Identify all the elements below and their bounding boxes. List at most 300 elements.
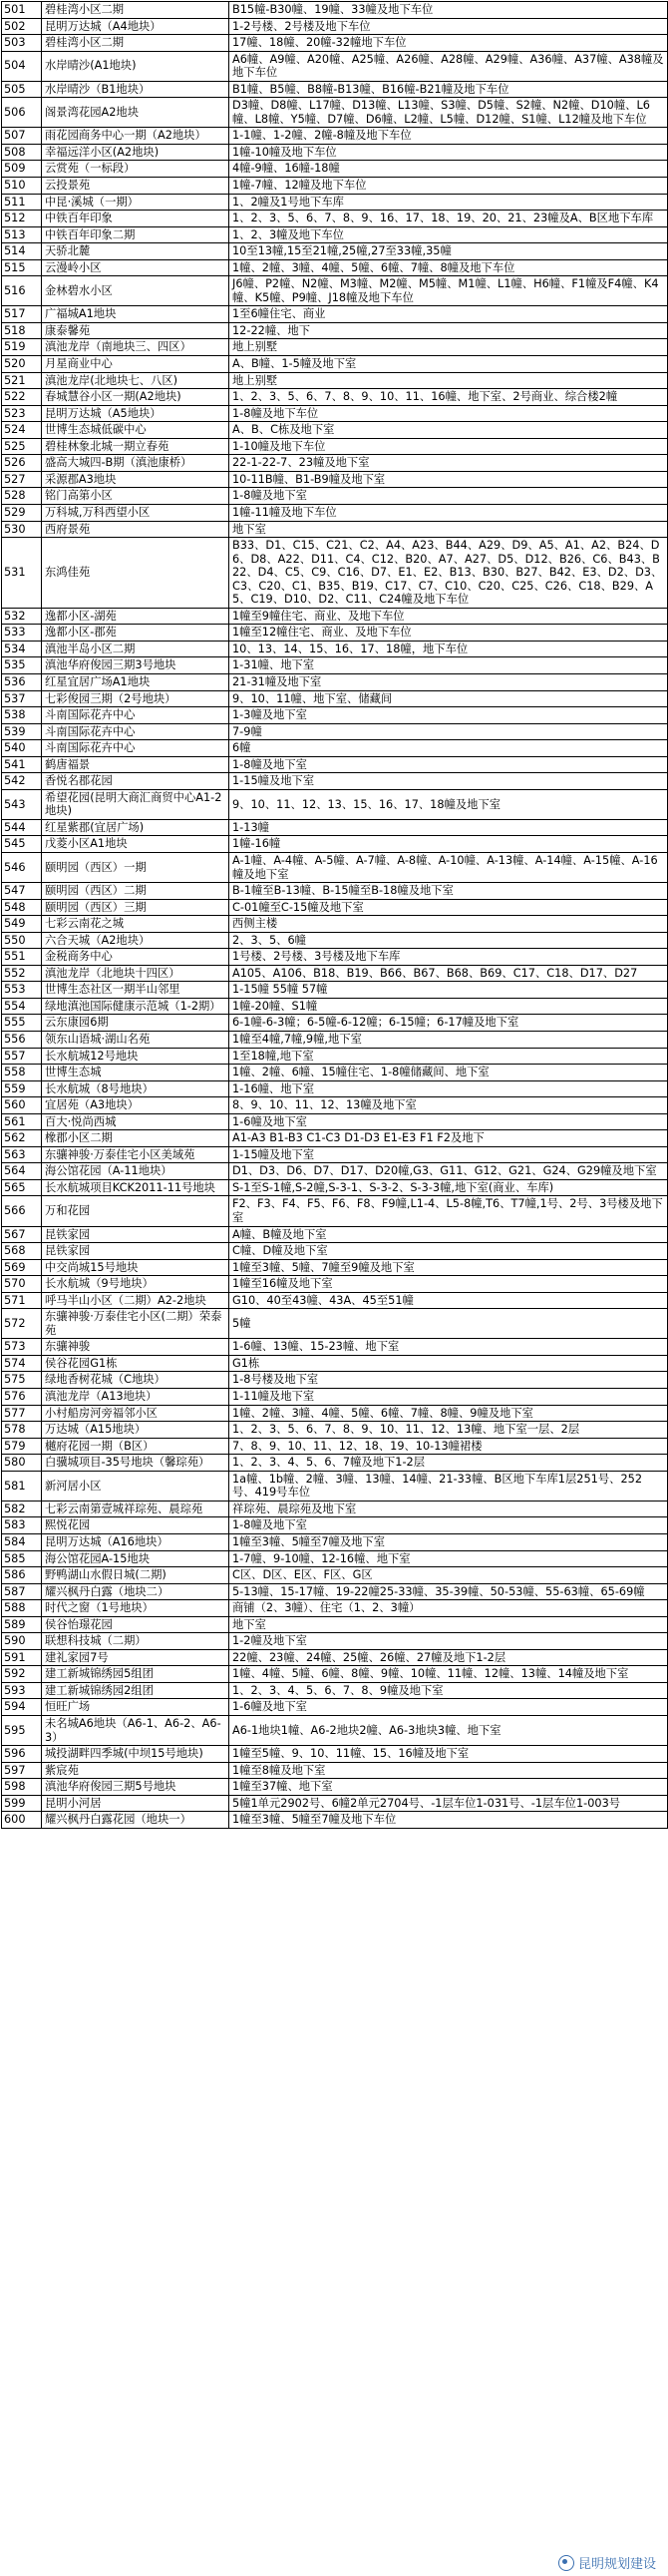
building-scope: 12-22幢、地下 (229, 322, 668, 339)
table-row (2, 1471, 668, 1501)
row-number: 540 (2, 740, 42, 757)
building-scope: 西侧主楼 (229, 916, 668, 933)
building-scope: 1幢至12幢住宅、商业、及地下车位 (229, 625, 668, 642)
table-row (2, 372, 668, 389)
building-scope: A6幢、A9幢、A20幢、A25幢、A26幢、A28幢、A29幢、A36幢、A37幢、A38幢及地下车位 (229, 51, 668, 81)
row-number: 574 (2, 1355, 42, 1372)
row-number: 507 (2, 128, 42, 145)
table-row (2, 1762, 668, 1779)
building-scope: G1栋 (229, 1355, 668, 1372)
project-name: 东骧神骏·万泰佳宅小区美域苑 (42, 1146, 229, 1163)
row-number: 503 (2, 35, 42, 52)
row-number: 583 (2, 1517, 42, 1534)
building-scope: D3幢、D8幢、L17幢、D13幢、L13幢、S3幢、D5幢、S2幢、N2幢、D10幢、L6幢、L8幢、Y5幢、D7幢、D6幢、L2幢、L5幢、D12幢、S1幢、L12幢及地下车位 (229, 98, 668, 128)
project-name: 联想科技城（二期） (42, 1633, 229, 1650)
row-number: 595 (2, 1715, 42, 1745)
building-scope: 1-15幢 55幢 57幢 (229, 982, 668, 999)
row-number: 587 (2, 1583, 42, 1600)
row-number: 526 (2, 455, 42, 472)
row-number: 528 (2, 488, 42, 505)
row-number: 515 (2, 259, 42, 276)
row-number: 502 (2, 18, 42, 35)
table-row (2, 144, 668, 161)
row-number: 513 (2, 226, 42, 243)
table-row (2, 18, 668, 35)
project-name: 绿地滇池国际健康示范城（1-2期） (42, 998, 229, 1015)
table-row (2, 161, 668, 178)
row-number: 510 (2, 178, 42, 195)
project-name: 小村船房河旁福邻小区 (42, 1405, 229, 1422)
project-name: 东鸿佳苑 (42, 538, 229, 609)
table-row (2, 1682, 668, 1699)
project-name: 万达城（A15地块） (42, 1422, 229, 1439)
table-row (2, 488, 668, 505)
row-number: 552 (2, 965, 42, 982)
project-name: 紫宸苑 (42, 1762, 229, 1779)
project-name: 长水航城项目KCK2011-11号地块 (42, 1179, 229, 1196)
table-row (2, 51, 668, 81)
project-name: 昆明万达城（A5地块） (42, 405, 229, 422)
table-row (2, 405, 668, 422)
project-name: 逸都小区-郡苑 (42, 625, 229, 642)
building-scope: 1幢-16幢 (229, 836, 668, 853)
project-name: 世博生态社区一期半山邻里 (42, 982, 229, 999)
building-scope: 商铺（2、3幢）、住宅（1、2、3幢） (229, 1600, 668, 1617)
row-number: 568 (2, 1243, 42, 1260)
table-row (2, 1455, 668, 1472)
row-number: 517 (2, 306, 42, 323)
building-scope: 21-31幢及地下室 (229, 673, 668, 690)
project-name: 呼马半山小区（二期）A2-2地块 (42, 1292, 229, 1309)
row-number: 538 (2, 707, 42, 724)
project-name: 天骄北麓 (42, 243, 229, 260)
table-row (2, 1179, 668, 1196)
building-scope: 地下室 (229, 1616, 668, 1633)
building-scope: 1-8幢及地下室 (229, 488, 668, 505)
building-scope: 1-16幢、地下室 (229, 1080, 668, 1097)
row-number: 514 (2, 243, 42, 260)
row-number: 578 (2, 1422, 42, 1439)
row-number: 596 (2, 1746, 42, 1763)
building-scope: 17幢、18幢、20幢-32幢地下车位 (229, 35, 668, 52)
building-scope: 1、2、3、4、5、6、7、8、9幢及地下室 (229, 1682, 668, 1699)
building-scope: 1-2幢及地下室 (229, 1633, 668, 1650)
project-name: 滇池龙岸（北地块十四区） (42, 965, 229, 982)
row-number: 530 (2, 521, 42, 538)
project-name: 东骧神骏·万泰佳宅小区(二期）荣泰苑 (42, 1309, 229, 1339)
row-number: 501 (2, 2, 42, 19)
project-name: 橡郡小区二期 (42, 1130, 229, 1147)
project-name: 碧桂湾小区二期 (42, 35, 229, 52)
row-number: 512 (2, 211, 42, 227)
building-scope: 4幢-9幢、16幢-18幢 (229, 161, 668, 178)
table-row (2, 306, 668, 323)
table-row (2, 389, 668, 406)
row-number: 563 (2, 1146, 42, 1163)
project-name: 世博生态城 (42, 1065, 229, 1081)
row-number: 594 (2, 1699, 42, 1716)
table-row (2, 1422, 668, 1439)
row-number: 539 (2, 723, 42, 740)
building-scope: 1幢至3幢、5幢至7幢及地下车位 (229, 1812, 668, 1829)
table-row (2, 35, 668, 52)
row-number: 592 (2, 1666, 42, 1683)
table-row (2, 194, 668, 211)
building-scope: S-1至S-1幢,S-2幢,S-3-1、S-3-2、S-3-3幢,地下室(商业、车库) (229, 1179, 668, 1196)
table-row (2, 538, 668, 609)
building-scope: 1-10幢及地下车位 (229, 438, 668, 455)
project-name: 香悦名郡花园 (42, 773, 229, 790)
table-row (2, 1633, 668, 1650)
project-name: 侯谷花园G1栋 (42, 1355, 229, 1372)
table-row (2, 916, 668, 933)
table-row (2, 690, 668, 707)
watermark-text: 昆明规划建设 (577, 2557, 656, 2572)
table-row (2, 1666, 668, 1683)
project-name: 碧桂湾小区二期 (42, 2, 229, 19)
table-row (2, 1130, 668, 1147)
building-scope: D1、D3、D6、D7、D17、D20幢,G3、G11、G12、G21、G24、G29幢及地下室 (229, 1163, 668, 1180)
row-number: 519 (2, 339, 42, 356)
table-row (2, 625, 668, 642)
table-row (2, 178, 668, 195)
table-row (2, 1355, 668, 1372)
table-row (2, 707, 668, 724)
building-scope: 1-8幢及地下室 (229, 756, 668, 773)
row-number: 537 (2, 690, 42, 707)
project-table (1, 1, 668, 1829)
row-number: 527 (2, 471, 42, 488)
building-scope: 1幢至4幢,7幢,9幢,地下室 (229, 1032, 668, 1049)
project-name: 昆明万达城（A16地块） (42, 1533, 229, 1550)
project-name: 云东康园6期 (42, 1015, 229, 1032)
project-name: 长水航城（8号地块） (42, 1080, 229, 1097)
table-row (2, 259, 668, 276)
row-number: 531 (2, 538, 42, 609)
building-scope: 1幢至8幢及地下室 (229, 1762, 668, 1779)
row-number: 590 (2, 1633, 42, 1650)
project-name: 广福城A1地块 (42, 306, 229, 323)
project-name: 侯谷怡璟花园 (42, 1616, 229, 1633)
project-name: 云漫岭小区 (42, 259, 229, 276)
table-row (2, 81, 668, 98)
building-scope: 1至18幢,地下室 (229, 1048, 668, 1065)
table-row (2, 1259, 668, 1276)
table-row (2, 657, 668, 674)
table-row (2, 1113, 668, 1130)
project-name: 春城慧谷小区一期(A2地块) (42, 389, 229, 406)
table-row (2, 211, 668, 227)
project-name: 长水航城12号地块 (42, 1048, 229, 1065)
building-scope: C区、D区、E区、F区、G区 (229, 1567, 668, 1584)
building-scope: 地上别墅 (229, 339, 668, 356)
building-scope: C-01幢至C-15幢及地下室 (229, 899, 668, 916)
row-number: 593 (2, 1682, 42, 1699)
row-number: 535 (2, 657, 42, 674)
table-row (2, 1032, 668, 1049)
building-scope: 1幢-20幢、S1幢 (229, 998, 668, 1015)
project-name: 海公馆花园A-15地块 (42, 1550, 229, 1567)
row-number: 521 (2, 372, 42, 389)
row-number: 525 (2, 438, 42, 455)
table-row (2, 276, 668, 306)
building-scope: 1幢、2幢、6幢、15幢住宅、1-8幢储藏间、地下室 (229, 1065, 668, 1081)
building-scope: 1幢至3幢、5幢、7幢至9幢及地下室 (229, 1259, 668, 1276)
row-number: 551 (2, 949, 42, 966)
row-number: 589 (2, 1616, 42, 1633)
table-row (2, 339, 668, 356)
building-scope: 1幢至37幢、地下室 (229, 1779, 668, 1796)
table-row (2, 1080, 668, 1097)
building-scope: A1-A3 B1-B3 C1-C3 D1-D3 E1-E3 F1 F2及地下 (229, 1130, 668, 1147)
table-row (2, 504, 668, 521)
project-name: 滇池龙岸(北地块七、八区) (42, 372, 229, 389)
row-number: 586 (2, 1567, 42, 1584)
project-name: 滇池华府俊园三期5号地块 (42, 1779, 229, 1796)
row-number: 536 (2, 673, 42, 690)
building-scope: 1幢、2幢、3幢、4幢、5幢、6幢、7幢、8幢、9幢及地下室 (229, 1405, 668, 1422)
project-name: 云投景苑 (42, 178, 229, 195)
table-row (2, 1163, 668, 1180)
row-number: 529 (2, 504, 42, 521)
building-scope: 7、8、9、10、11、12、18、19、10-13幢裙楼 (229, 1438, 668, 1455)
table-row (2, 998, 668, 1015)
table-row (2, 1097, 668, 1114)
watermark (556, 2553, 658, 2572)
row-number: 571 (2, 1292, 42, 1309)
row-number: 504 (2, 51, 42, 81)
row-number: 555 (2, 1015, 42, 1032)
building-scope: 5幢1单元2902号、6幢2单元2704号、-1层车位1-031号、-1层车位1-003号 (229, 1795, 668, 1812)
row-number: 580 (2, 1455, 42, 1472)
building-scope: 22幢、23幢、24幢、25幢、26幢、27幢及地下1-2层 (229, 1649, 668, 1666)
project-name: 幸福远洋小区(A2地块) (42, 144, 229, 161)
building-scope: 1幢、2幢、3幢、4幢、5幢、6幢、7幢、8幢及地下车位 (229, 259, 668, 276)
row-number: 522 (2, 389, 42, 406)
project-name: 颐明园（西区）三期 (42, 899, 229, 916)
project-name: 耀兴枫丹白露花园（地块一） (42, 1812, 229, 1829)
building-scope: 1、2幢及1号地下车库 (229, 194, 668, 211)
table-row (2, 773, 668, 790)
project-name: 盛高大城四-B期（滇池康桥） (42, 455, 229, 472)
project-name: 长水航城（9号地块） (42, 1276, 229, 1293)
project-name: 建工新城锦绣园2组团 (42, 1682, 229, 1699)
building-scope: 1-31幢、地下室 (229, 657, 668, 674)
table-row (2, 852, 668, 882)
row-number: 572 (2, 1309, 42, 1339)
project-name: 万科城,万科西望小区 (42, 504, 229, 521)
building-scope: 1、2、3、5、6、7、8、9、10、11、16幢、地下室、2号商业、综合楼2幢 (229, 389, 668, 406)
building-scope: 1-6幢及地下室 (229, 1113, 668, 1130)
project-name: 东骧神骏 (42, 1339, 229, 1356)
table-row (2, 1243, 668, 1260)
project-name: 城投湖畔四季城(中坝15号地块) (42, 1746, 229, 1763)
row-number: 559 (2, 1080, 42, 1097)
building-scope: 1幢至16幢及地下室 (229, 1276, 668, 1293)
building-scope: 1-15幢及地下室 (229, 773, 668, 790)
building-scope: 1幢-10幢及地下车位 (229, 144, 668, 161)
building-scope: B1幢、B5幢、B8幢-B13幢、B16幢-B21幢及地下车位 (229, 81, 668, 98)
project-name: 白骥城项目-35号地块（馨琮苑） (42, 1455, 229, 1472)
project-name: 昆明万达城（A4地块） (42, 18, 229, 35)
row-number: 573 (2, 1339, 42, 1356)
row-number: 511 (2, 194, 42, 211)
table-row (2, 673, 668, 690)
building-scope: 10-11B幢、B1-B9幢及地下室 (229, 471, 668, 488)
project-name: 绿地香树花城（C地块） (42, 1372, 229, 1389)
row-number: 520 (2, 356, 42, 373)
row-number: 597 (2, 1762, 42, 1779)
table-row (2, 521, 668, 538)
table-row (2, 243, 668, 260)
table-row (2, 1699, 668, 1716)
row-number: 505 (2, 81, 42, 98)
building-scope: 地上别墅 (229, 372, 668, 389)
project-name: 中铁百年印象二期 (42, 226, 229, 243)
building-scope: A、B、C栋及地下室 (229, 422, 668, 439)
table-row (2, 1746, 668, 1763)
table-row (2, 1405, 668, 1422)
table-row (2, 740, 668, 757)
row-number: 577 (2, 1405, 42, 1422)
project-name: 云赏苑（一标段） (42, 161, 229, 178)
table-row (2, 422, 668, 439)
building-scope: A105、A106、B18、B19、B66、B67、B68、B69、C17、C18、D17、D27 (229, 965, 668, 982)
table-row (2, 1550, 668, 1567)
row-number: 548 (2, 899, 42, 916)
row-number: 598 (2, 1779, 42, 1796)
table-row (2, 1795, 668, 1812)
row-number: 585 (2, 1550, 42, 1567)
row-number: 565 (2, 1179, 42, 1196)
project-name: 颐明园（西区）二期 (42, 883, 229, 900)
table-row (2, 1533, 668, 1550)
project-name: 碧桂林象北城一期立春苑 (42, 438, 229, 455)
table-row (2, 1146, 668, 1163)
building-scope: 5幢 (229, 1309, 668, 1339)
building-scope: G10、40至43幢、43A、45至51幢 (229, 1292, 668, 1309)
table-row (2, 1438, 668, 1455)
building-scope: 1-8号楼及地下室 (229, 1372, 668, 1389)
project-name: 红星宜居广场A1地块 (42, 673, 229, 690)
row-number: 588 (2, 1600, 42, 1617)
table-row (2, 98, 668, 128)
building-scope: 1-8幢及地下车位 (229, 405, 668, 422)
building-scope: A、B幢、1-5幢及地下室 (229, 356, 668, 373)
building-scope: F2、F3、F4、F5、F6、F8、F9幢,L1-4、L5-8幢,T6、T7幢,1号、2号、3号楼及地下室 (229, 1196, 668, 1226)
table-row (2, 1065, 668, 1081)
project-name: 七彩云南花之城 (42, 916, 229, 933)
building-scope: 1幢、4幢、5幢、6幢、8幢、9幢、10幢、11幢、12幢、13幢、14幢及地下室 (229, 1666, 668, 1683)
table-row (2, 1583, 668, 1600)
table-row (2, 1292, 668, 1309)
row-number: 564 (2, 1163, 42, 1180)
building-scope: A-1幢、A-4幢、A-5幢、A-7幢、A-8幢、A-10幢、A-13幢、A-14幢、A-15幢、A-16幢及地下室 (229, 852, 668, 882)
project-name: 逸都小区-湖苑 (42, 608, 229, 625)
building-scope: 1幢至3幢、5幢至7幢及地下室 (229, 1533, 668, 1550)
row-number: 543 (2, 789, 42, 819)
project-name: 金税商务中心 (42, 949, 229, 966)
row-number: 600 (2, 1812, 42, 1829)
building-scope: 1-7幢、9-10幢、12-16幢、地下室 (229, 1550, 668, 1567)
row-number: 582 (2, 1501, 42, 1517)
table-row (2, 1015, 668, 1032)
row-number: 524 (2, 422, 42, 439)
building-scope: 1、2、3幢及地下车位 (229, 226, 668, 243)
building-scope: 2、3、5、6幢 (229, 932, 668, 949)
table-row (2, 226, 668, 243)
project-name: 雨花园商务中心一期（A2地块） (42, 128, 229, 145)
project-name: 时代之窗（1号地块） (42, 1600, 229, 1617)
table-row (2, 1779, 668, 1796)
project-name: 采源郡A3地块 (42, 471, 229, 488)
building-scope: J6幢、P2幢、N2幢、M3幢、M2幢、M5幢、M1幢、L1幢、H6幢、F1幢及F4幢、K4幢、K5幢、P9幢、J18幢及地下车位 (229, 276, 668, 306)
row-number: 508 (2, 144, 42, 161)
row-number: 544 (2, 819, 42, 836)
row-number: 558 (2, 1065, 42, 1081)
project-name: 滇池半岛小区二期 (42, 641, 229, 657)
project-name: 月星商业中心 (42, 356, 229, 373)
building-scope: 6幢 (229, 740, 668, 757)
wechat-official-account-icon (558, 2555, 574, 2571)
project-name: 未名城A6地块（A6-1、A6-2、A6-3） (42, 1715, 229, 1745)
project-name: 西府景苑 (42, 521, 229, 538)
row-number: 549 (2, 916, 42, 933)
row-number: 506 (2, 98, 42, 128)
building-scope: C幢、D幢及地下室 (229, 1243, 668, 1260)
project-name: 阁景湾花园A2地块 (42, 98, 229, 128)
building-scope: 1-8幢及地下室 (229, 1517, 668, 1534)
building-scope: 22-1-22-7、23幢及地下室 (229, 455, 668, 472)
table-row (2, 641, 668, 657)
project-name: 百大·悦尚西城 (42, 1113, 229, 1130)
row-number: 562 (2, 1130, 42, 1147)
row-number: 516 (2, 276, 42, 306)
building-scope: B33、D1、C15、C21、C2、A4、A23、B44、A29、D9、A5、A1、A2、B24、D6、D8、A22、D11、C4、C12、B20、A7、A27、D5、D12、B26、C6、B43、B22、D4、C5、C9、C16、D7、E1、E2、B13、B30、B27、B42、E3、D2、D3、C3、C20、C1、B35、B19、C17、C7、C10、C20、C25、C26、C18、B29、A5、C19、D10、D2、C11、C24幢及地下车位 (229, 538, 668, 609)
project-name: 海公馆花园（A-11地块） (42, 1163, 229, 1180)
table-row (2, 899, 668, 916)
project-name: 昆铁家园 (42, 1226, 229, 1243)
table-row (2, 949, 668, 966)
project-name: 宜居苑（A3地块） (42, 1097, 229, 1114)
table-row (2, 756, 668, 773)
project-name: 鹤唐福景 (42, 756, 229, 773)
table-row (2, 965, 668, 982)
table-row (2, 819, 668, 836)
project-name: 樾府花园一期（B区） (42, 1438, 229, 1455)
row-number: 556 (2, 1032, 42, 1049)
table-row (2, 1715, 668, 1745)
row-number: 545 (2, 836, 42, 853)
building-scope: 1-6幢、13幢、15-23幢、地下室 (229, 1339, 668, 1356)
building-scope: B-1幢至B-13幢、B-15幢至B-18幢及地下室 (229, 883, 668, 900)
project-name: 滇池华府俊园三期3号地块 (42, 657, 229, 674)
row-number: 542 (2, 773, 42, 790)
project-name: 野鸭湖山水假日城(二期) (42, 1567, 229, 1584)
row-number: 533 (2, 625, 42, 642)
table-row (2, 1196, 668, 1226)
project-name: 戊菱小区A1地块 (42, 836, 229, 853)
project-name: 建工新城锦绣园5组团 (42, 1666, 229, 1683)
project-name: 中交尚城15号地块 (42, 1259, 229, 1276)
project-name: 熙悦花园 (42, 1517, 229, 1534)
project-name: 中昆·溪城（一期） (42, 194, 229, 211)
table-row (2, 1600, 668, 1617)
table-row (2, 608, 668, 625)
table-row (2, 356, 668, 373)
row-number: 546 (2, 852, 42, 882)
table-row (2, 836, 668, 853)
